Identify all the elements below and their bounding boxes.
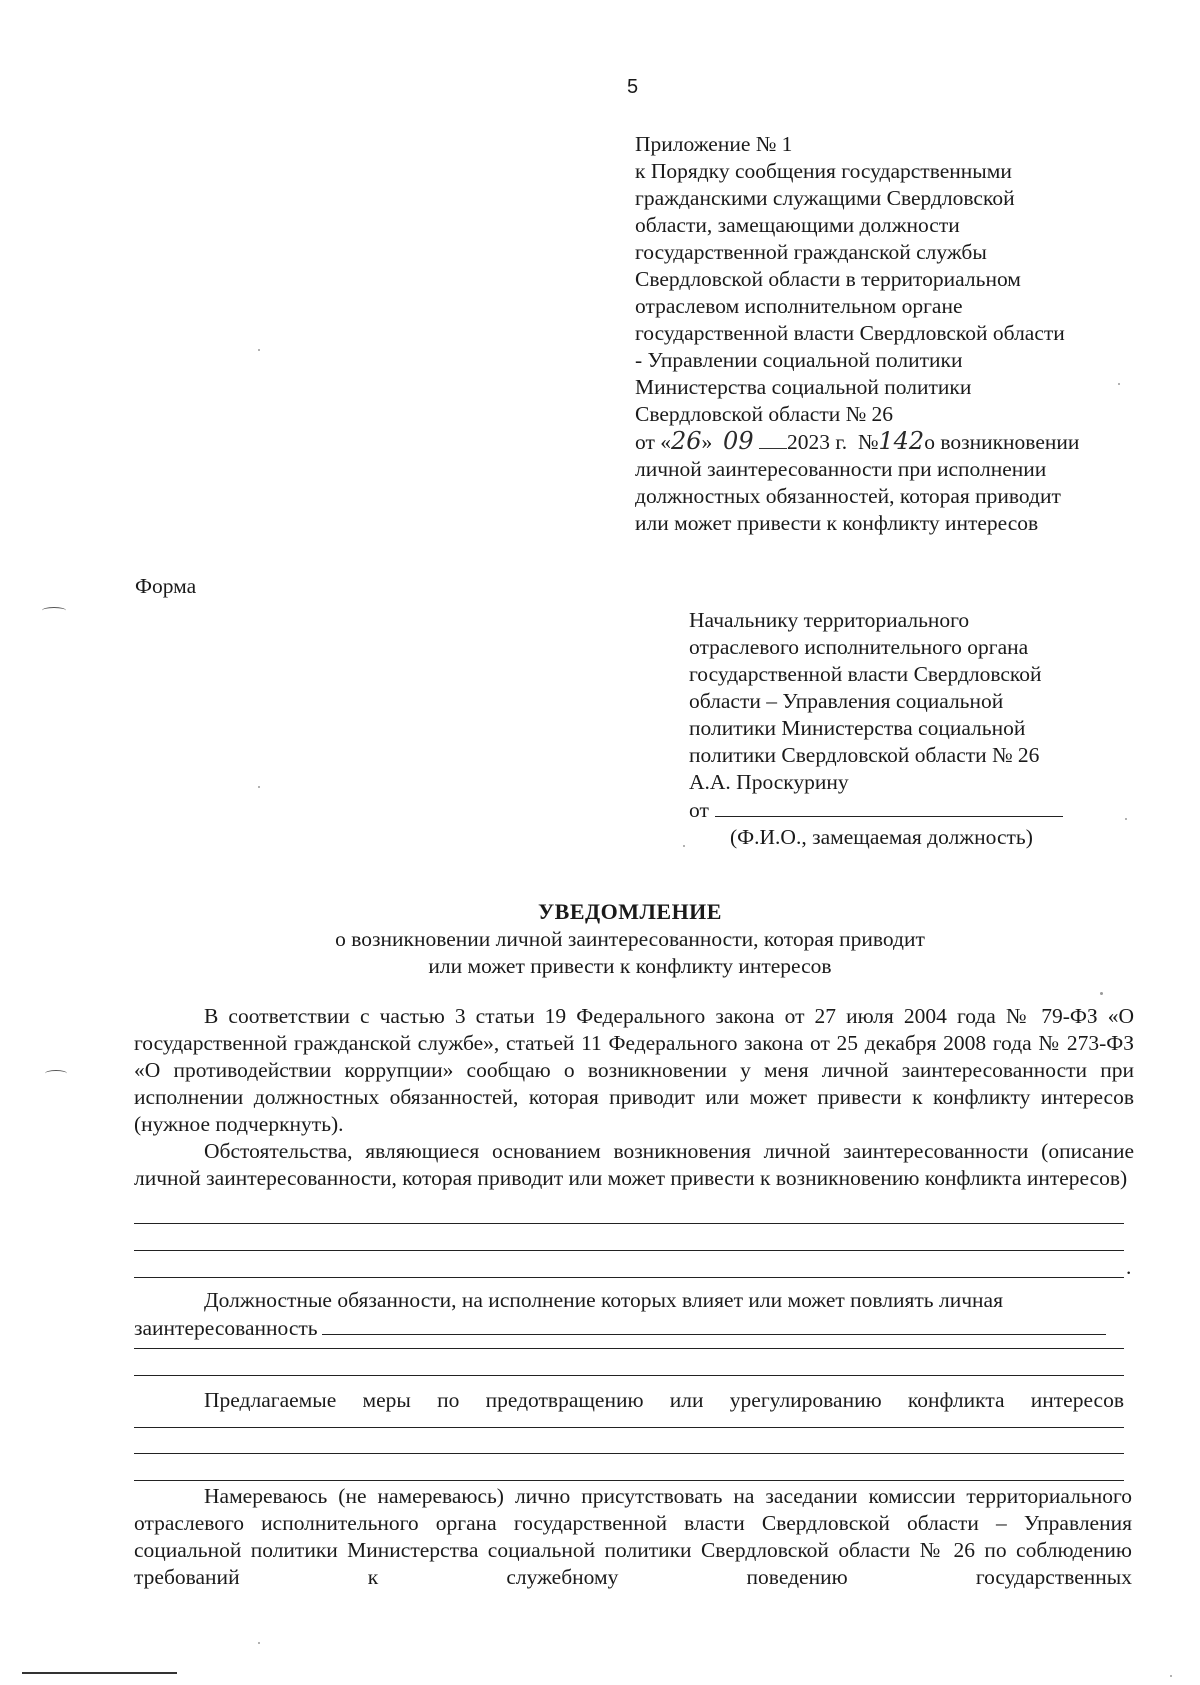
scan-speck (1170, 1675, 1172, 1677)
fill-line-measures-3[interactable] (134, 1480, 1124, 1481)
from-input-line[interactable] (715, 796, 1063, 817)
appendix-line: Свердловской области в территориальном (635, 267, 1021, 291)
addressee-line: отраслевого исполнительного органа (689, 635, 1029, 659)
appendix-line: государственной власти Свердловской области (635, 321, 1065, 345)
addressee-line: области – Управления социальной (689, 689, 1004, 713)
appendix-line: должностных обязанностей, которая приводит (635, 484, 1061, 508)
from-field (689, 796, 1109, 824)
appendix-line: - Управлении социальной политики (635, 348, 963, 372)
paragraph-measures (134, 1387, 1124, 1414)
scan-speck (1118, 383, 1120, 385)
paragraph-intention (134, 1483, 1132, 1591)
handwritten-number: 142 (878, 427, 925, 455)
intention-text: Намереваюсь (не намереваюсь) лично присутствовать на заседании комиссии территориального отраслевого исполнительного органа государственной власти Свердловской области – Управления социальной политики Министерства социальной политики Свердловской области № 26 по соблюдению требований к служебному поведению государственных (134, 1484, 1132, 1589)
from-label: от (689, 798, 709, 822)
scan-mark (42, 607, 66, 614)
scan-edge-bar (22, 1672, 177, 1674)
scan-speck (258, 786, 260, 788)
scan-mark (45, 1070, 67, 1077)
scan-speck (1125, 818, 1127, 820)
form-label: Форма (135, 574, 197, 598)
appendix-line: к Порядку сообщения государственными (635, 159, 1012, 183)
fill-line-circumstances-3[interactable] (134, 1277, 1124, 1278)
appendix-line: Приложение № 1 (635, 132, 793, 156)
notice-subtitle (0, 926, 1200, 980)
appendix-date-line: от «26» 09 2023 г. №142о возникновении (635, 427, 1080, 455)
subtitle-line: или может привести к конфликту интересов (428, 954, 832, 978)
appendix-line: гражданскими служащими Свердловской (635, 186, 1015, 210)
appendix-line: Свердловской области № 26 (635, 402, 893, 426)
subtitle-line: о возникновении личной заинтересованности, которая приводит (335, 927, 925, 951)
notice-title: УВЕДОМЛЕНИЕ (538, 899, 722, 924)
fill-line-duties-1[interactable] (134, 1348, 1124, 1349)
scan-speck (683, 845, 685, 847)
addressee-line: политики Министерства социальной (689, 716, 1026, 740)
fill-line-measures-1[interactable] (134, 1427, 1124, 1428)
appendix-line: государственной гражданской службы (635, 240, 987, 264)
fill-line-measures-2[interactable] (134, 1453, 1124, 1454)
appendix-line: или может привести к конфликту интересов (635, 511, 1039, 535)
addressee-line: политики Свердловской области № 26 (689, 743, 1040, 767)
handwritten-month: 09 (723, 427, 754, 455)
page-number: 5 (627, 76, 639, 98)
duties-continuation: заинтересованность (134, 1314, 1124, 1342)
fill-line-circumstances-1[interactable] (134, 1223, 1124, 1224)
duties-text: Должностные обязанности, на исполнение которых влияет или может повлиять личная (204, 1288, 1003, 1312)
measures-text: Предлагаемые меры по предотвращению или урегулированию конфликта интересов (204, 1388, 1124, 1412)
addressee-line: государственной власти Свердловской (689, 662, 1042, 686)
addressee-line: Начальнику территориального (689, 608, 970, 632)
appendix-line: личной заинтересованности при исполнении (635, 457, 1047, 481)
scan-speck (258, 349, 260, 351)
fill-line-duties-inline[interactable] (322, 1314, 1106, 1335)
fill-line-duties-2[interactable] (134, 1375, 1124, 1376)
notice-body (134, 1003, 1134, 1192)
appendix-line: отраслевом исполнительном органе (635, 294, 963, 318)
scan-speck (258, 1642, 260, 1644)
paragraph-circumstances: Обстоятельства, являющиеся основанием возникновения личной заинтересованности (описание личной заинтересованности, которая приводит или может привести к возникновению конфликта интересов) (134, 1139, 1134, 1190)
scan-speck (1100, 992, 1103, 995)
handwritten-day: 26 (671, 427, 702, 455)
fill-line-circumstances-2[interactable] (134, 1250, 1124, 1251)
appendix-line: Министерства социальной политики (635, 375, 972, 399)
paragraph-legal-basis: В соответствии с частью 3 статьи 19 Федерального закона от 27 июля 2004 года № 79-ФЗ «О государственной гражданской службе», статьей 11 Федерального закона от 25 декабря 2008 года № 273-ФЗ «О противодействии коррупции» сообщаю о возникновении у меня личной заинтересованности при исполнении должностных обязанностей, которая приводит или может привести к конфликту интересов (нужное подчеркнуть). (134, 1004, 1134, 1136)
blank-underline (759, 428, 787, 449)
addressee-block (689, 607, 1109, 824)
addressee-line: А.А. Проскурину (689, 770, 849, 794)
from-hint: (Ф.И.О., замещаемая должность) (730, 825, 1033, 849)
paragraph-duties (134, 1287, 1124, 1342)
appendix-header (635, 131, 1155, 537)
appendix-line: области, замещающими должности (635, 213, 960, 237)
line-end-period: . (1126, 1255, 1132, 1279)
